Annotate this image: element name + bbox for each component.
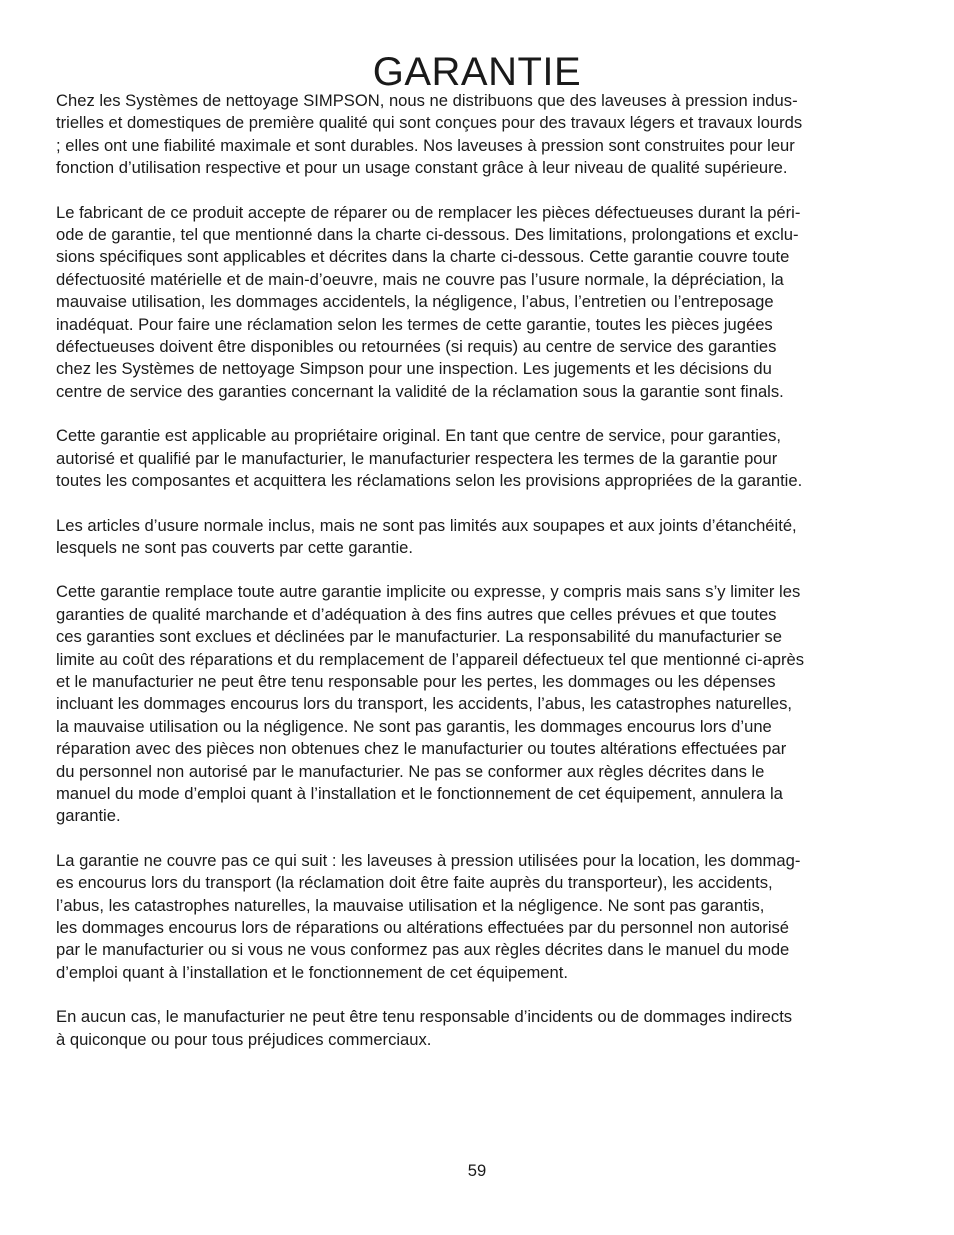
- warranty-body: [56, 90, 901, 1073]
- text-line: défectueuses doivent être disponibles ou retournées (si requis) au centre de service des garanties: [56, 337, 777, 357]
- text-line: es encourus lors du transport (la réclamation doit être faite auprès du transporteur), les accidents,: [56, 873, 773, 893]
- text-line: ; elles ont une fiabilité maximale et sont durables. Nos laveuses à pression sont construites pour leur: [56, 135, 795, 155]
- text-line: sions spécifiques sont applicables et décrites dans la charte ci-dessous. Cette garantie couvre toute: [56, 247, 790, 267]
- paragraph: [56, 1006, 901, 1051]
- text-line: La garantie ne couvre pas ce qui suit : les laveuses à pression utilisées pour la location, les dommag-: [56, 850, 801, 870]
- text-line: à quiconque ou pour tous préjudices commerciaux.: [56, 1029, 432, 1049]
- text-line: limite au coût des réparations et du remplacement de l’appareil défectueux tel que mentionné ci-après: [56, 649, 805, 669]
- text-line: autorisé et qualifié par le manufacturier, le manufacturier respectera les termes de la garantie pour: [56, 448, 778, 468]
- text-line: et le manufacturier ne peut être tenu responsable pour les pertes, les dommages ou les dépenses: [56, 671, 776, 691]
- text-line: lesquels ne sont pas couverts par cette garantie.: [56, 537, 413, 557]
- page-number: 59: [467, 1161, 487, 1180]
- text-line: Cette garantie est applicable au propriétaire original. En tant que centre de service, pour garanties,: [56, 426, 782, 446]
- paragraph: [56, 90, 901, 180]
- paragraph: [56, 581, 901, 827]
- text-line: toutes les composantes et acquittera les réclamations selon les provisions appropriées de la garantie.: [56, 471, 803, 491]
- text-line: Les articles d’usure normale inclus, mais ne sont pas limités aux soupapes et aux joints d’étanchéité,: [56, 515, 797, 535]
- paragraph: [56, 515, 901, 560]
- paragraph: [56, 425, 901, 492]
- text-line: garantie.: [56, 806, 121, 826]
- text-line: mauvaise utilisation, les dommages accidentels, la négligence, l’abus, l’entretien ou l’entreposage: [56, 292, 774, 312]
- text-line: garanties de qualité marchande et d’adéquation à des fins autres que celles prévues et que toutes: [56, 604, 777, 624]
- text-line: réparation avec des pièces non obtenues chez le manufacturier ou toutes altérations effectuées par: [56, 739, 787, 759]
- text-line: les dommages encourus lors de réparations ou altérations effectuées par du personnel non autorisé: [56, 918, 790, 937]
- text-line: incluant les dommages encourus lors du transport, les accidents, l’abus, les catastrophes naturelles,: [56, 694, 793, 714]
- text-line: chez les Systèmes de nettoyage Simpson pour une inspection. Les jugements et les décisions du: [56, 359, 772, 379]
- text-line: du personnel non autorisé par le manufacturier. Ne pas se conformer aux règles décrites dans le: [56, 761, 765, 781]
- text-line: ode de garantie, tel que mentionné dans la charte ci-dessous. Des limitations, prolongations et exclu-: [56, 225, 799, 245]
- text-line: la mauvaise utilisation ou la négligence. Ne sont pas garantis, les dommages encourus lors d’une: [56, 716, 772, 736]
- paragraph: [56, 202, 901, 404]
- text-line: Le fabricant de ce produit accepte de réparer ou de remplacer les pièces défectueuses durant la péri-: [56, 202, 801, 222]
- text-line: fonction d’utilisation respective et pour un usage constant grâce à leur niveau de qualité supérieure.: [56, 158, 788, 178]
- text-line: centre de service des garanties concernant la validité de la réclamation sous la garantie sont finals.: [56, 381, 784, 401]
- paragraph: [56, 850, 901, 984]
- text-line: inadéquat. Pour faire une réclamation selon les termes de cette garantie, toutes les pièces jugées: [56, 314, 773, 334]
- text-line: manuel du mode d’emploi quant à l’installation et le fonctionnement de cet équipement, annulera la: [56, 783, 783, 803]
- text-line: En aucun cas, le manufacturier ne peut être tenu responsable d’incidents ou de dommages indirects: [56, 1007, 793, 1027]
- page-title: GARANTIE: [372, 50, 582, 94]
- text-line: l’abus, les catastrophes naturelles, la mauvaise utilisation et la négligence. Ne sont pas garantis,: [56, 895, 765, 915]
- text-line: défectuosité matérielle et de main-d’oeuvre, mais ne couvre pas l’usure normale, la dépréciation, la: [56, 269, 784, 289]
- text-line: par le manufacturier ou si vous ne vous conformez pas aux règles décrites dans le manuel du mode: [56, 940, 790, 960]
- text-line: ces garanties sont exclues et déclinées par le manufacturier. La responsabilité du manufacturier se: [56, 627, 782, 647]
- text-line: Chez les Systèmes de nettoyage SIMPSON, nous ne distribuons que des laveuses à pression indus-: [56, 91, 798, 110]
- text-line: trielles et domestiques de première qualité qui sont conçues pour des travaux légers et travaux lourds: [56, 113, 803, 133]
- text-line: d’emploi quant à l’installation et le fonctionnement de cet équipement.: [56, 962, 568, 982]
- text-line: Cette garantie remplace toute autre garantie implicite ou expresse, y compris mais sans s’y limiter les: [56, 582, 801, 602]
